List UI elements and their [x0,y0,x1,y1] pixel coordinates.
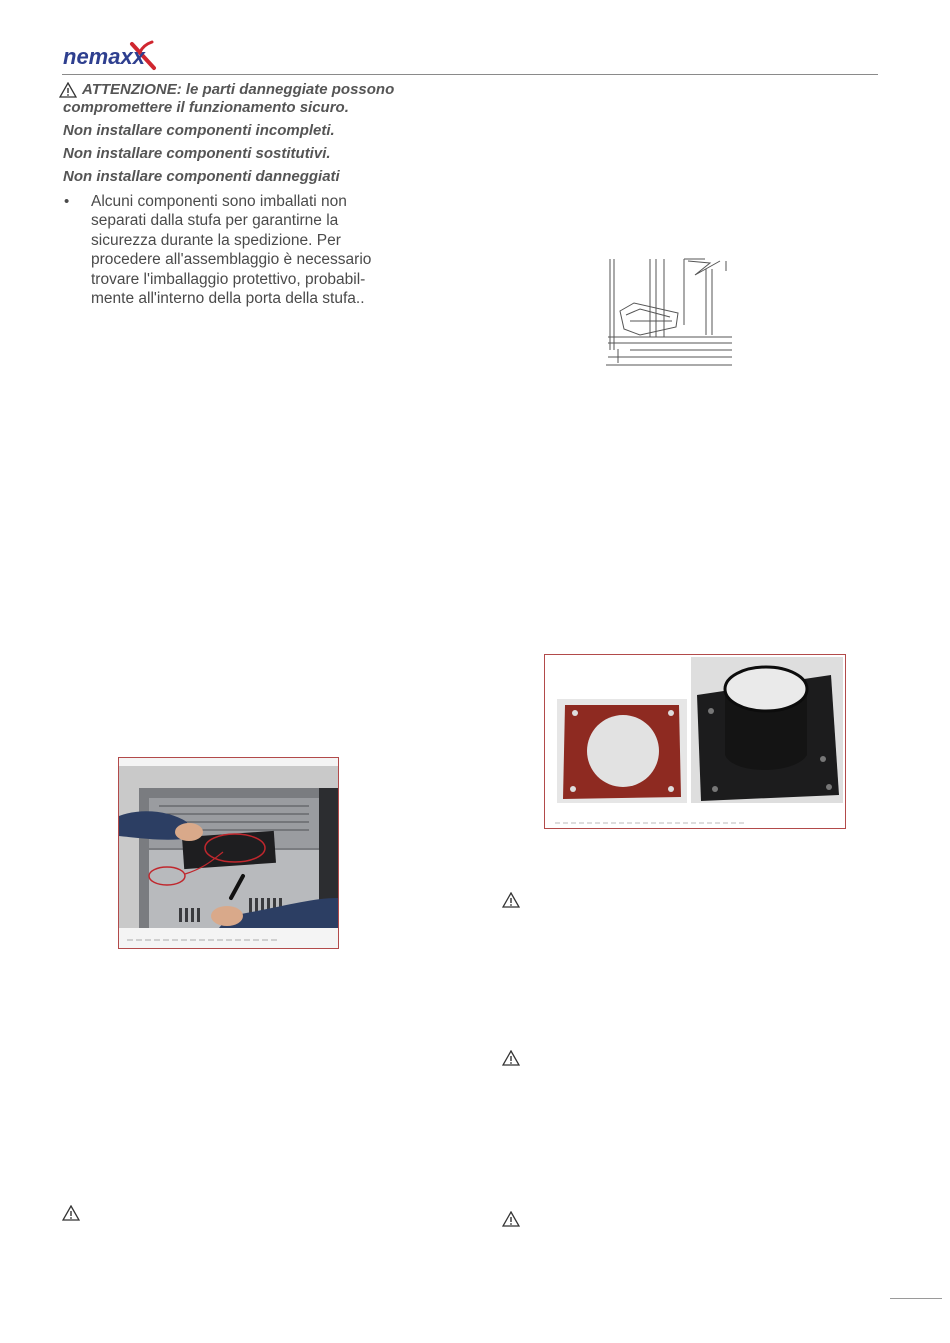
page-number-rule [890,1298,942,1299]
warning-triangle-icon [59,82,77,98]
bullet-marker: • [64,193,70,210]
warning-line-3: Non installare componenti incompleti. [63,122,335,139]
warning-line-5: Non installare componenti danneggiati [63,168,340,185]
warning-triangle-icon [502,892,520,908]
svg-text:nemaxx: nemaxx [63,44,145,69]
warning-triangle-icon [502,1050,520,1066]
warning-line-4: Non installare componenti sostitutivi. [63,145,331,162]
warning-heading: ATTENZIONE: le parti danneggiate possono [82,81,395,98]
header-rule [62,74,878,75]
bullet-line: separati dalla stufa per garantirne la [91,212,339,230]
photo-gasket-and-flue-collar [544,654,846,829]
stove-section-drawing [600,255,735,377]
warning-line-2: compromettere il funzionamento sicuro. [63,99,349,116]
nemaxx-logo [62,38,158,72]
bullet-line: mente all'interno della porta della stufa.. [91,290,365,308]
warning-triangle-icon [62,1205,80,1221]
bullet-line: sicurezza durante la spedizione. Per [91,231,341,249]
photo-flange-installation [118,757,339,949]
bullet-line: trovare l'imballaggio protettivo, probabil- [91,270,366,288]
warning-triangle-icon [502,1211,520,1227]
bullet-line: Alcuni componenti sono imballati non [91,193,347,210]
bullet-line: procedere all'assemblaggio è necessario [91,251,372,269]
bullet-paragraph [91,192,431,308]
